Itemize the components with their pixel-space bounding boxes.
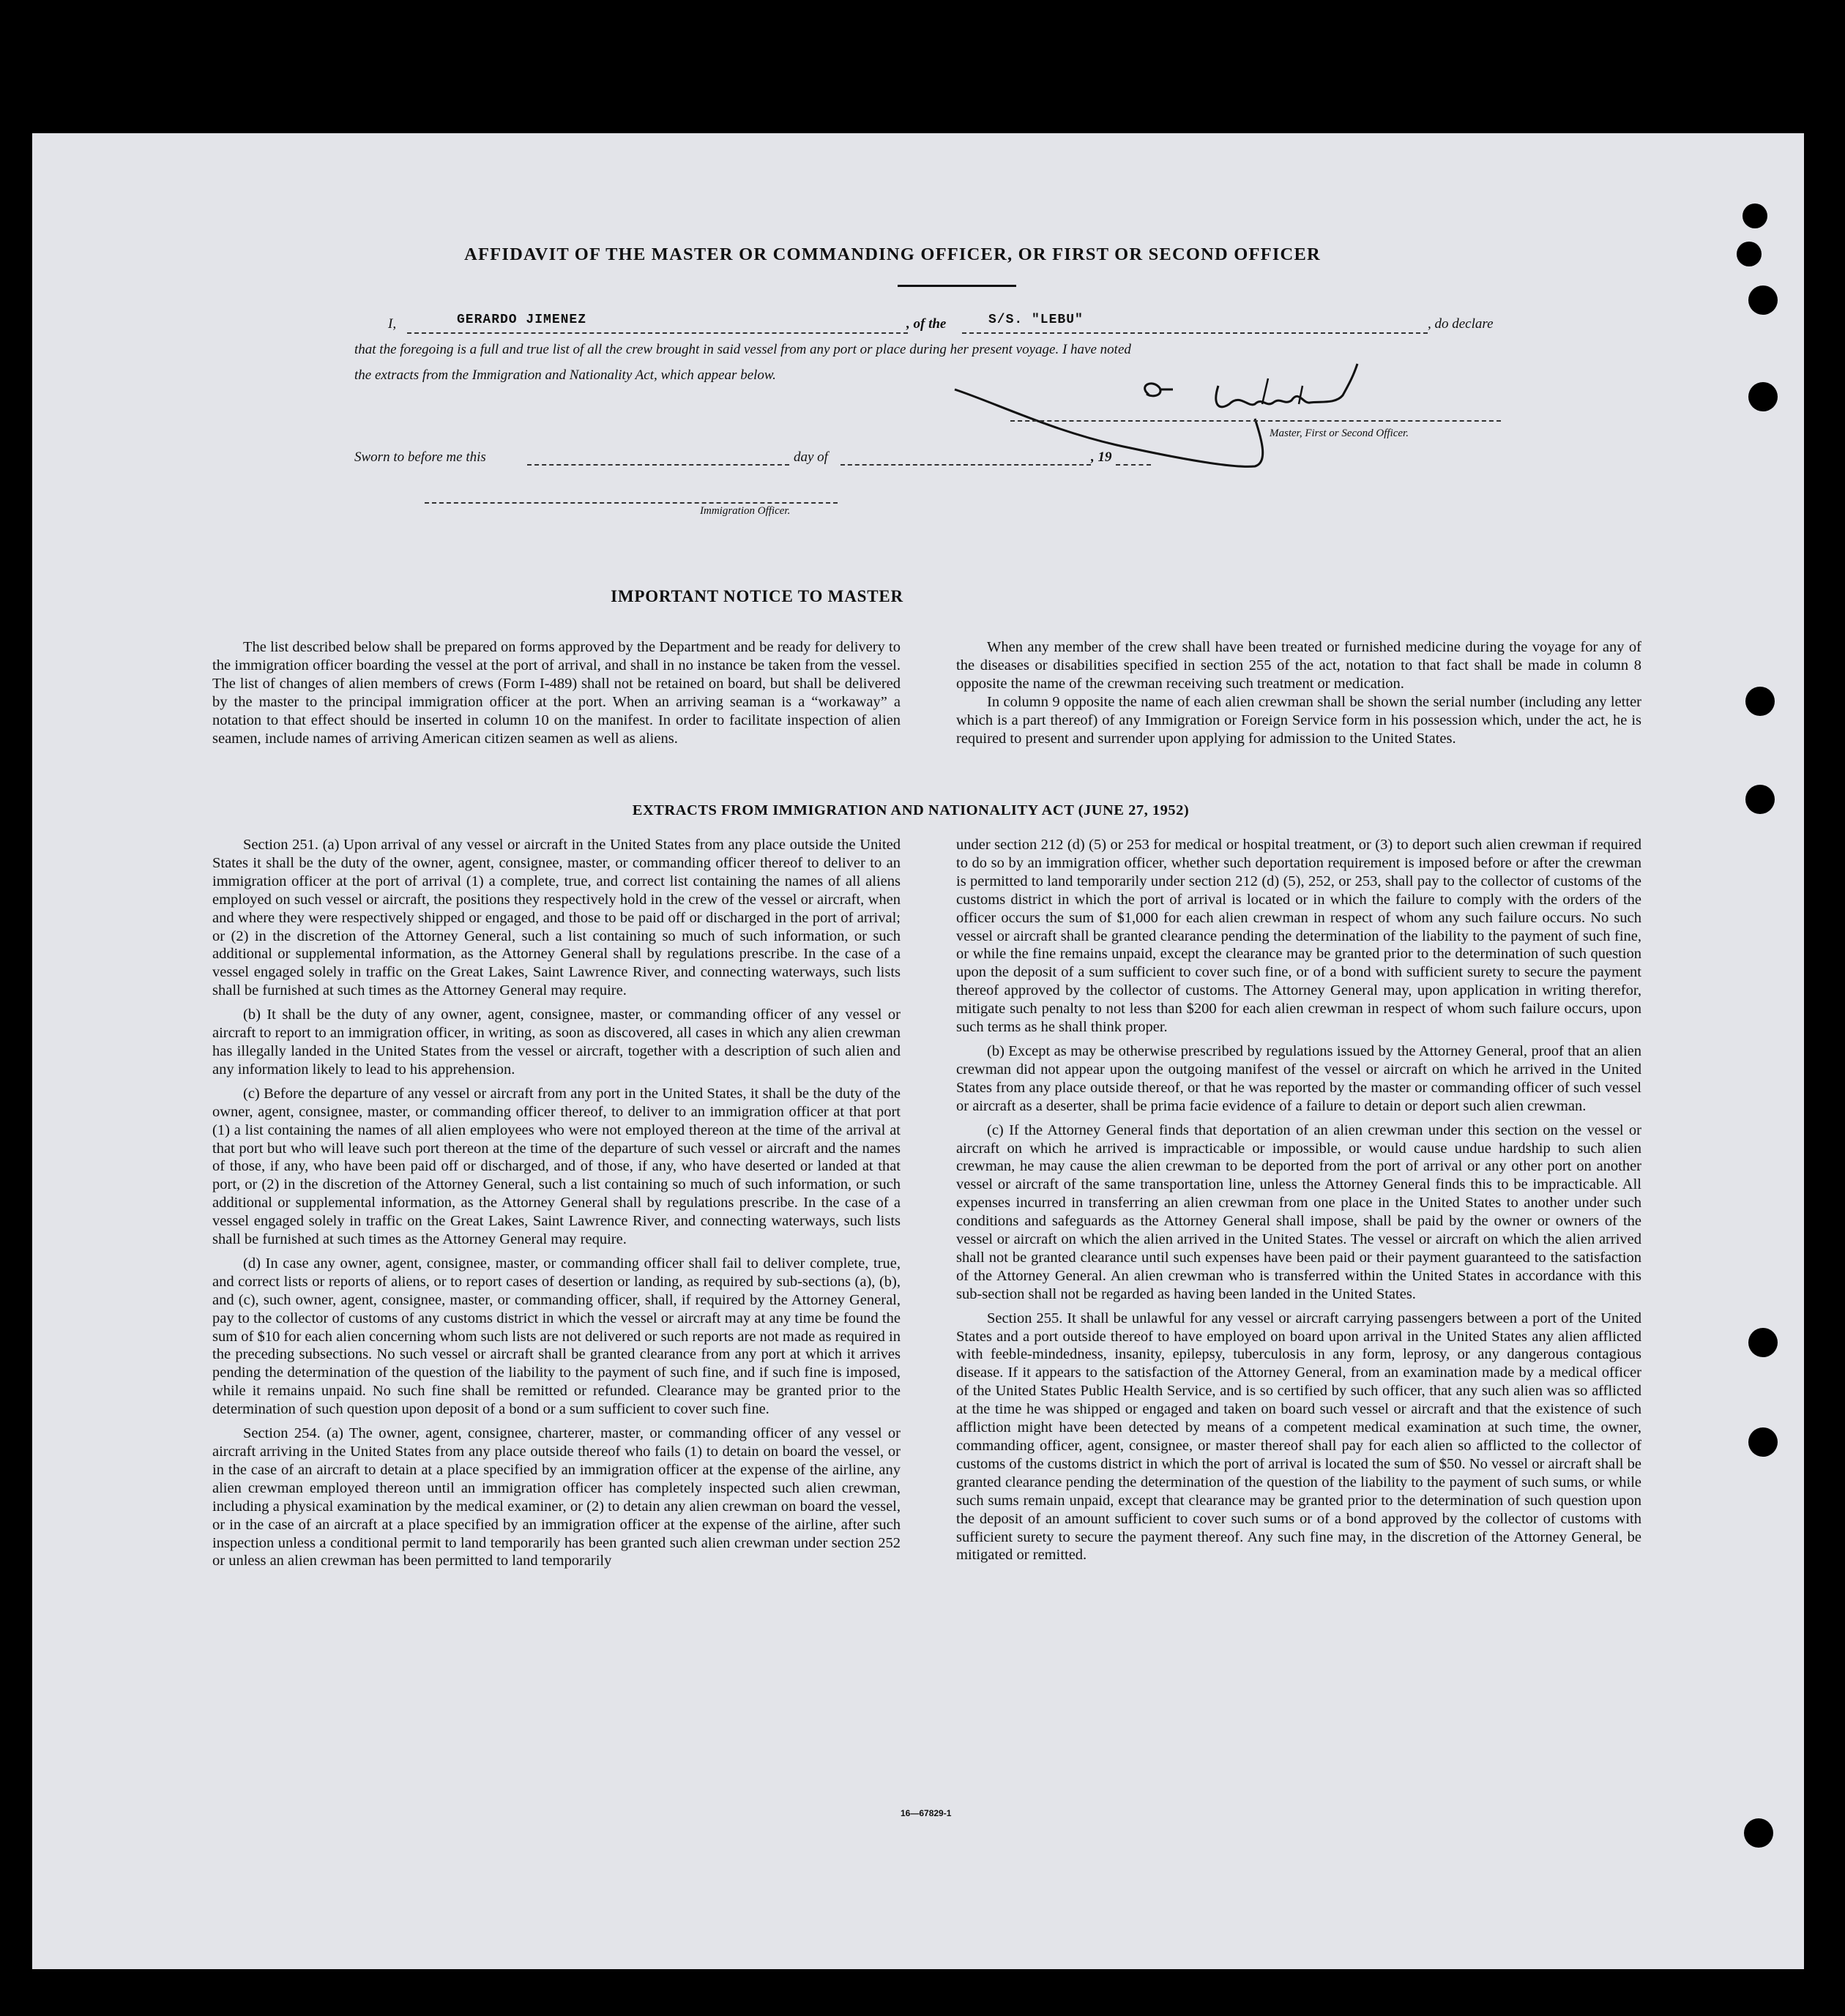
do-declare-label: , do declare bbox=[1428, 316, 1494, 332]
sworn-day-line bbox=[527, 464, 789, 466]
extracts-title: EXTRACTS FROM IMMIGRATION AND NATIONALITY ACT (JUNE 27, 1952) bbox=[632, 802, 1190, 818]
vessel-name-value: S/S. "LEBU" bbox=[988, 313, 1084, 327]
punch-hole bbox=[1745, 785, 1775, 814]
extract-left-paragraph: (c) Before the departure of any vessel or aircraft from any port in the United States, it shall be the duty of the owner, agent, consignee, master, or commanding officer thereof, to deliver to an immigration officer at that port (1) a list containing the names of all alien employees who were not employed thereon at the time of the arrival at that port but who will leave such port thereon at the time of the departure of such vessel or aircraft and the names of those, if any, who have been paid off or discharged, and of those, if any, who have deserted or landed at that port, or (2) in the discretion of the Attorney General, such a list containing so much of such information, or such additional or supplemental information, as the Attorney General shall by regulations prescribe. In the case of a vessel engaged solely in traffic on the Great Lakes, Saint Lawrence River, and connecting waterways, such lists shall be furnished at such times as the Attorney General may require. bbox=[212, 1085, 901, 1248]
notice-right-paragraph: In column 9 opposite the name of each alien crewman shall be shown the serial number (including any letter which is a part thereof) of any Immigration or Foreign Service form in his possession which, under the act, he is required to present and surrender upon applying for admission to the United States. bbox=[956, 693, 1641, 747]
title-underline bbox=[898, 285, 1016, 287]
extract-left-paragraph: (b) It shall be the duty of any owner, agent, consignee, master, or commanding officer of any vessel or aircraft to report to an immigration officer, in writing, as soon as discovered, all cases in which any alien crewman has illegally landed in the United States from the vessel or aircraft, together with a description of such alien and any information likely to lead to his apprehension. bbox=[212, 1007, 901, 1078]
sworn-year-line bbox=[1116, 464, 1151, 466]
form-code: 16—67829-1 bbox=[901, 1808, 952, 1818]
sworn-label: Sworn to before me this bbox=[354, 449, 486, 465]
extract-right-paragraph: (c) If the Attorney General finds that deportation of an alien crewman under this section on the vessel or aircraft on which he arrived is impracticable or impossible, or would cause undue hardship to such alien crewman, he may cause the alien crewman to be deported from the port of arrival or any other port on another vessel or aircraft of the same transportation line, unless the Attorney General finds this to be impracticable. All expenses incurred in transferring an alien crewman from one place in the United States to another under such conditions and safeguards as the Attorney General shall impose, shall be paid by the owner or owners of the vessel or aircraft on which the alien arrived in the United States. The vessel or aircraft on which the alien arrived shall not be granted clearance until such expenses have been paid or their payment guaranteed to the satisfaction of the Attorney General. An alien crewman who is transferred within the United States in accordance with this sub-section shall not be regarded as having been landed in the United States. bbox=[956, 1121, 1641, 1302]
punch-hole bbox=[1744, 1818, 1773, 1848]
punch-hole bbox=[1745, 687, 1775, 716]
extracts-left-column bbox=[212, 836, 901, 1570]
extracts-right-column bbox=[956, 836, 1641, 1564]
sworn-month-line bbox=[840, 464, 1091, 466]
punch-hole bbox=[1748, 285, 1778, 315]
of-the-label: , of the bbox=[906, 316, 947, 332]
extract-right-paragraph: Section 255. It shall be unlawful for any vessel or aircraft carrying passengers between a port of the United States and a port outside thereof to have employed on board upon arrival in the United States any alien afflicted with feeble-mindedness, insanity, epilepsy, tuberculosis in any form, leprosy, or any dangerous contagious disease. If it appears to the satisfaction of the Attorney General, from an examination made by a medical officer of the United States Public Health Service, and is so certified by such officer, that any such alien was so afflicted at the time he was shipped or engaged and taken on board such vessel or aircraft and that the existence of such affliction might have been detected by means of a competent medical examination at such time, the owner, commanding officer, agent, consignee, or master thereof shall pay for each alien so afflicted to the collector of customs of the customs district in which the port of arrival is located the sum of $50. No vessel or aircraft shall be granted clearance pending the determination of the question of the liability to the payment of such sums, or while such sums remain unpaid, except that clearance may be granted prior to the determination of such question upon the deposit of an amount sufficient to cover such sums or of a bond approved by the collector of customs with sufficient surety to secure the payment thereof. Any such fine may, in the discretion of the Attorney General, be mitigated or remitted. bbox=[956, 1310, 1641, 1564]
notice-left-column bbox=[212, 638, 901, 747]
notice-right-column bbox=[956, 638, 1641, 747]
punch-hole bbox=[1742, 204, 1767, 228]
master-name-value: GERARDO JIMENEZ bbox=[457, 313, 587, 327]
extract-left-paragraph: Section 251. (a) Upon arrival of any vessel or aircraft in the United States from any place outside the United States it shall be the duty of the owner, agent, consignee, master, or commanding officer thereof to deliver to an immigration officer at the port of arrival (1) a complete, true, and correct list containing the names of all aliens employed on such vessel or aircraft, the positions they respectively hold in the crew of the vessel or aircraft, when and where they were respectively shipped or engaged, and those to be paid off or discharged in the port of arrival; or (2) in the discretion of the Attorney General, such a list containing so much of such information, or such additional or supplemental information, as the Attorney General shall by regulations prescribe. In the case of a vessel engaged solely in traffic on the Great Lakes, Saint Lawrence River, and connecting waterways, such lists shall be furnished at such times as the Attorney General may require. bbox=[212, 837, 901, 999]
immigration-officer-line bbox=[425, 502, 838, 504]
punch-hole bbox=[1737, 242, 1762, 266]
day-of-label: day of bbox=[794, 449, 828, 465]
punch-hole bbox=[1748, 1328, 1778, 1357]
year-prefix: , 19 bbox=[1091, 449, 1112, 465]
vessel-name-line bbox=[962, 332, 1428, 334]
punch-hole bbox=[1748, 1427, 1778, 1457]
immigration-officer-label: Immigration Officer. bbox=[700, 505, 791, 517]
notice-right-paragraph: When any member of the crew shall have been treated or furnished medicine during the voyage for any of the diseases or disabilities specified in section 255 of the act, notation to that fact shall be made in column 8 opposite the name of the crewman receiving such treatment or medication. bbox=[956, 639, 1641, 692]
document-page bbox=[32, 133, 1804, 1969]
extract-left-paragraph: Section 254. (a) The owner, agent, consignee, charterer, master, or commanding officer of any vessel or aircraft arriving in the United States from any place outside thereof who fails (1) to detain on board the vessel, or in the case of an aircraft to detain at a place specified by an immigration officer at the expense of the airline, any alien crewman employed thereon until an immigration officer has completely inspected such alien crewman, including a physical examination by the medical examiner, or (2) to detain any alien crewman on board the vessel, or in the case of an aircraft at a place specified by an immigration officer at the expense of the airline, after such inspection unless a conditional permit to land temporarily has been granted such alien crewman under section 252 or unless an alien crewman has been permitted to land temporarily bbox=[212, 1425, 901, 1569]
master-name-line bbox=[407, 332, 908, 334]
extract-left-paragraph: (d) In case any owner, agent, consignee, master, or commanding officer shall fail to deliver complete, true, and correct lists or reports of aliens, or to report cases of desertion or landing, as required by sub-sections (a), (b), and (c), such owner, agent, consignee, master, or commanding officer, shall, if required by the Attorney General, pay to the collector of customs of any customs district in which the vessel or aircraft may at any time be found the sum of $10 for each alien concerning whom such lists are not delivered or such reports are not made as required in the preceding subsections. No such vessel or aircraft shall be granted clearance from any port at which it arrives pending the determination of the question of the liability to the payment of such fine, and if such fine is imposed, while it remains unpaid. No such fine shall be remitted or refunded. Clearance may be granted prior to the determination of such question upon deposit of a bond or a sum sufficient to cover such fine. bbox=[212, 1255, 901, 1418]
i-label: I, bbox=[388, 316, 397, 332]
affidavit-title: AFFIDAVIT OF THE MASTER OR COMMANDING OFFICER, OR FIRST OR SECOND OFFICER bbox=[464, 244, 1321, 264]
master-label: Master, First or Second Officer. bbox=[1270, 428, 1409, 439]
declaration-line-3: the extracts from the Immigration and Nationality Act, which appear below. bbox=[354, 367, 776, 383]
extract-right-paragraph: (b) Except as may be otherwise prescribed by regulations issued by the Attorney General, proof that an alien crewman did not appear upon the outgoing manifest of the vessel or aircraft on which he arrived in the United States from any place outside thereof, or that he was reported by the master or commanding officer of such vessel or aircraft as a deserter, shall be prima facie evidence of a failure to detain or deport such alien crewman. bbox=[956, 1042, 1641, 1114]
notice-title: IMPORTANT NOTICE TO MASTER bbox=[611, 587, 903, 605]
punch-hole bbox=[1748, 382, 1778, 411]
notice-left-paragraph: The list described below shall be prepared on forms approved by the Department and be ready for delivery to the immigration officer boarding the vessel at the port of arrival, and shall in no instance be taken from the vessel. The list of changes of alien members of crews (Form I-489) shall not be retained on board, but shall be delivered by the master to the principal immigration officer at the port. When an arriving seaman is a “workaway” a notation to that effect should be inserted in column 10 on the manifest. In order to facilitate inspection of alien seamen, include names of arriving American citizen seamen as well as aliens. bbox=[212, 639, 901, 747]
declaration-line-2: that the foregoing is a full and true list of all the crew brought in said vessel from any port or place during her present voyage. I have noted bbox=[354, 342, 1131, 357]
extract-right-paragraph: under section 212 (d) (5) or 253 for medical or hospital treatment, or (3) to deport such alien crewman if required to do so by an immigration officer, whether such deportation requirement is imposed before or after the crewman is permitted to land temporarily under section 212 (d) (5), 252, or 253, shall pay to the collector of customs of the customs district in which the port of arrival is located or in which the failure to comply with the orders of the officer occurs the sum of $1,000 for each alien crewman in respect of whom any such failure occurs. No such vessel or aircraft shall be granted clearance pending the determination of the liability to the payment of such fine, or while the fine remains unpaid, except the clearance may be granted prior to the determination of such question upon the deposit of a sum sufficient to cover such fine, or of a bond with sufficient surety to secure the payment thereof approved by the collector of customs. The Attorney General may, upon application in writing therefor, mitigate such penalty to not less than $200 for each alien crewman in respect of whom such failure occurs, upon such terms as he shall think proper. bbox=[956, 837, 1641, 1036]
master-signature-line bbox=[1010, 420, 1501, 422]
